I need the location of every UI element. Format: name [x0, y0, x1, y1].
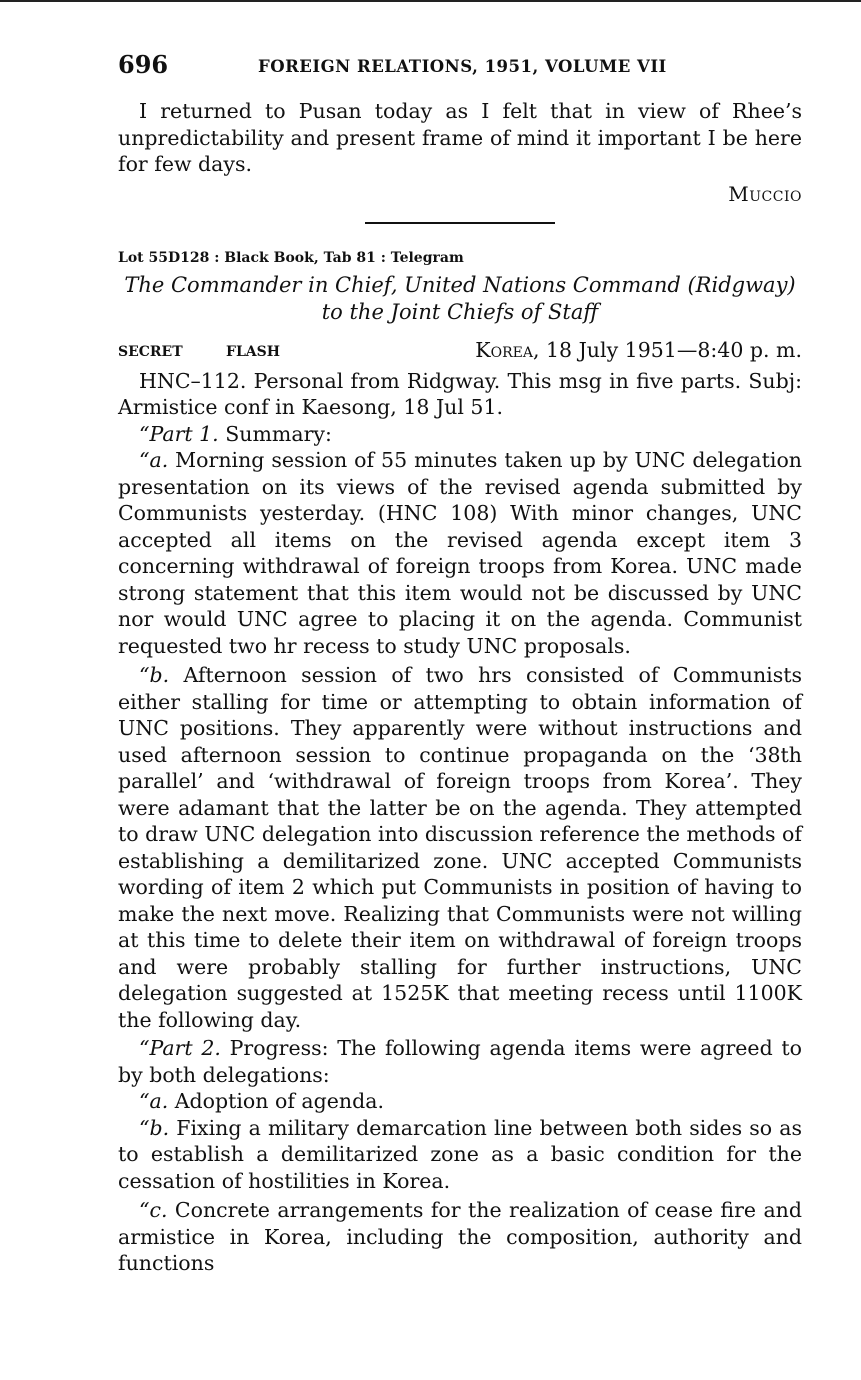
summary-a [118, 447, 802, 659]
document-page [118, 48, 802, 1277]
agenda-item-b [118, 1115, 802, 1195]
page-header [118, 48, 802, 82]
signature: Muccio [728, 181, 802, 206]
telegram-intro: HNC–112. Personal from Ridgway. This msg in five parts. Subj: Armistice conf in Kaesong, 18 Jul 51. [118, 368, 802, 419]
part1-label: “Part 1. [139, 421, 219, 446]
section-divider [365, 222, 555, 224]
part1-heading [118, 421, 802, 448]
source-note: Lot 55D128 : Black Book, Tab 81 : Telegram [118, 249, 464, 266]
agenda-item-b-label: “b. [139, 1115, 170, 1140]
part1-text: Summary: [218, 421, 332, 446]
summary-b-label: “b. [139, 663, 170, 687]
page-top-edge [0, 0, 861, 2]
intro-paragraph: I returned to Pusan today as I felt that in view of Rhee’s unpredictability and present frame of mind it important I be here for few days. [118, 99, 802, 176]
classification: SECRET [118, 343, 183, 360]
place-date [475, 338, 802, 362]
agenda-item-c-text: Concrete arrangements for the realization of cease fire and armistice in Korea, including the composition, authority and functions [118, 1198, 802, 1275]
part2-text: Progress: The following agenda items were agreed to by both delegations: [118, 1036, 802, 1087]
precedence: FLASH [226, 343, 280, 360]
agenda-item-a [118, 1088, 802, 1115]
document-title: The Commander in Chief, United Nations Command (Ridgway) to the Joint Chiefs of Staff [124, 272, 796, 324]
agenda-item-c [118, 1197, 802, 1277]
part2-label: “Part 2. [139, 1036, 221, 1060]
date-time: , 18 July 1951—8:40 p. m. [532, 337, 802, 362]
agenda-item-c-label: “c. [139, 1198, 168, 1222]
dateline [118, 338, 802, 366]
summary-a-text: Morning session of 55 minutes taken up by UNC delegation presentation on its views of the revised agenda submitted by Communists yesterday. (HNC 108) With minor changes, UNC accepted all items on the revised agenda except item 3 concerning withdrawal of foreign troops from Korea. UNC made strong statement that this item would not be discussed by UNC nor would UNC agree to placing it on the agenda. Communist requested two hr recess to study UNC proposals. [118, 448, 802, 658]
page-number: 696 [118, 50, 169, 79]
part2-heading [118, 1035, 802, 1088]
summary-b-text: Afternoon session of two hrs consisted of Communists either stalling for time or attempting to obtain information of UNC positions. They apparently were without instructions and used afternoon session to continue propaganda on the ‘38th parallel’ and ‘withdrawal of foreign troops from Korea’. They were adamant that the latter be on the agenda. They attempted to draw UNC delegation into discussion reference the methods of establishing a demilitarized zone. UNC accepted Communists wording of item 2 which put Communists in position of having to make the next move. Realizing that Communists were not willing at this time to delete their item on withdrawal of foreign troops and were probably stalling for further instructions, UNC delegation suggested at 1525K that meeting recess until 1100K the following day. [118, 663, 802, 1032]
running-head: FOREIGN RELATIONS, 1951, VOLUME VII [258, 57, 667, 76]
agenda-item-b-text: Fixing a military demarcation line between both sides so as to establish a demilitarized zone as a basic condition for the cessation of hostilities in Korea. [118, 1115, 802, 1193]
agenda-item-a-label: “a. [139, 1089, 169, 1113]
place: Korea [475, 337, 533, 362]
agenda-item-a-text: Adoption of agenda. [168, 1089, 384, 1113]
summary-b [118, 662, 802, 1033]
summary-a-label: “a. [139, 448, 169, 472]
